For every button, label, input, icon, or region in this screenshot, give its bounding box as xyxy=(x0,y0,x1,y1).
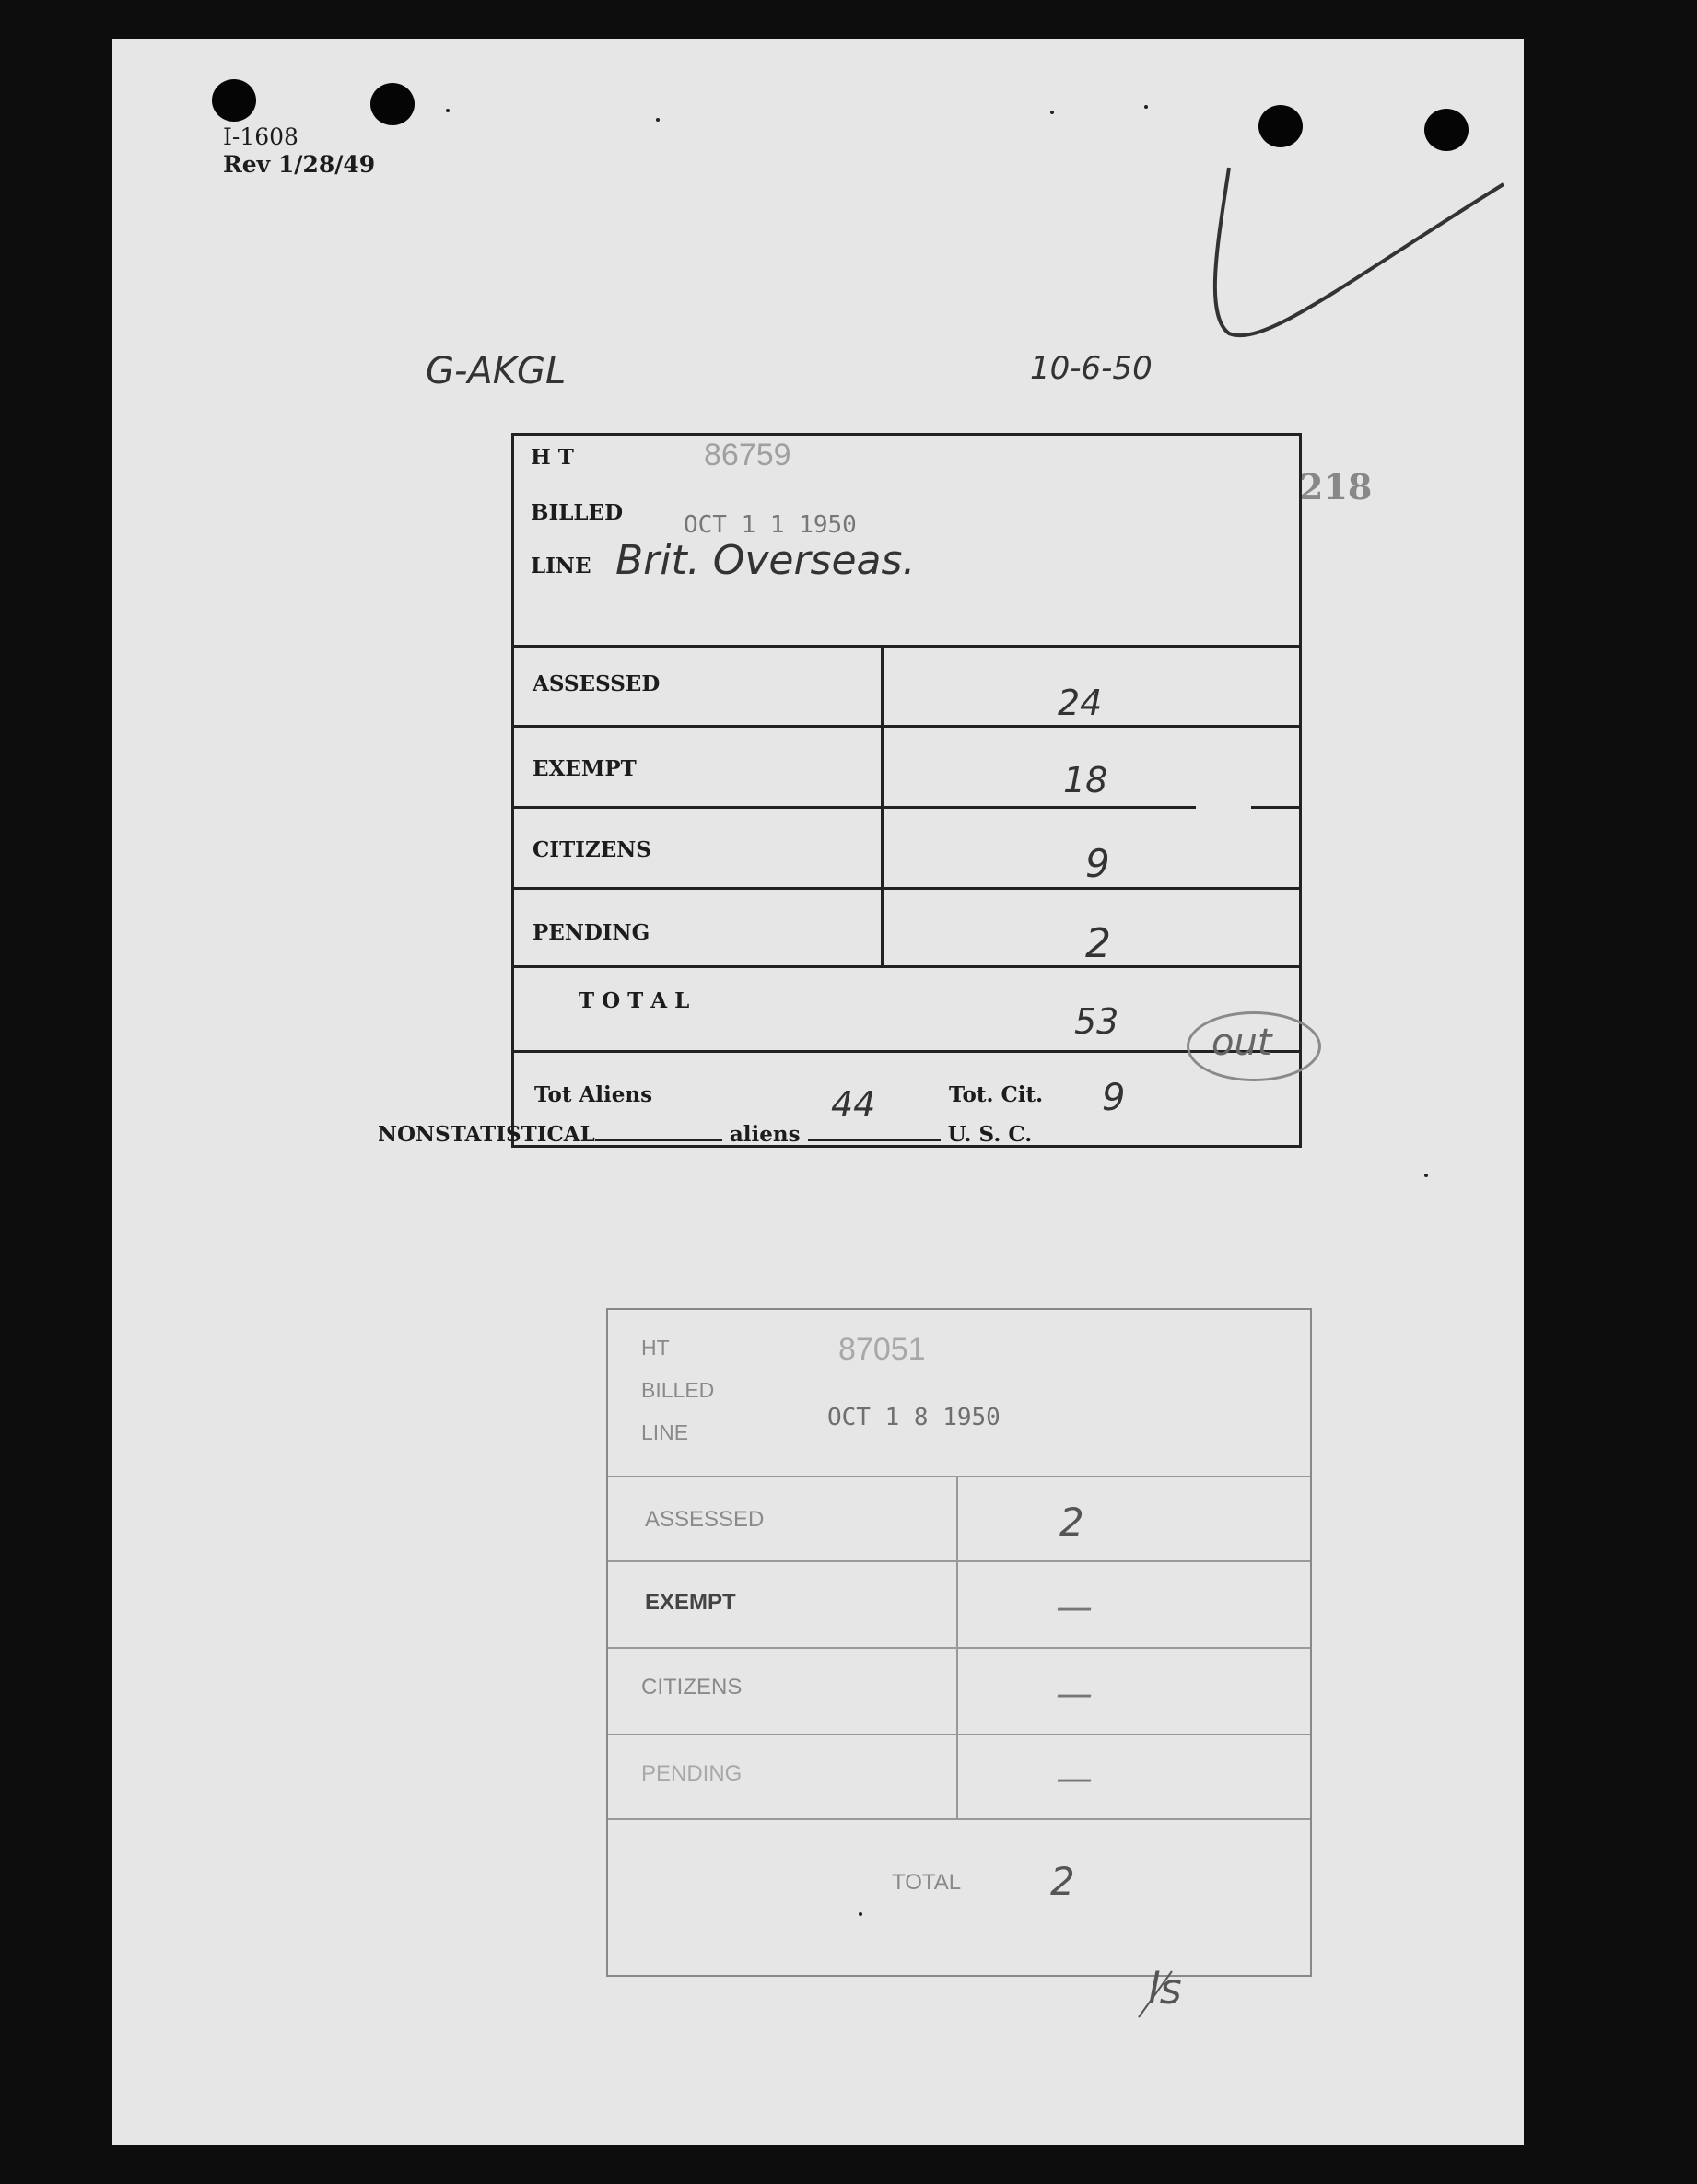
bottom-ht-number: 87051 xyxy=(838,1332,926,1367)
ht-number: 86759 xyxy=(704,438,791,473)
initials-stroke xyxy=(1135,1966,1190,2021)
tot-aliens-value: 44 xyxy=(831,1084,876,1125)
exempt-label: EXEMPT xyxy=(533,756,637,781)
bottom-total-label: TOTAL xyxy=(892,1870,962,1895)
pending-value: 2 xyxy=(1085,920,1111,967)
form-date: 10-6-50 xyxy=(1030,350,1153,387)
citizens-label: CITIZENS xyxy=(533,837,651,862)
bottom-billed-stamp: OCT 1 8 1950 xyxy=(827,1404,1001,1431)
exempt-value: 18 xyxy=(1063,760,1108,800)
form-revision: Rev 1/28/49 xyxy=(223,151,376,178)
punch-hole-1 xyxy=(212,79,256,122)
punch-hole-2 xyxy=(370,83,415,125)
check-mark xyxy=(1209,131,1513,380)
page-number: 218 xyxy=(1299,466,1373,508)
bottom-exempt-value: — xyxy=(1056,1586,1093,1629)
initials: ls xyxy=(1148,1964,1182,2014)
tot-cit-label: Tot. Cit. xyxy=(949,1082,1044,1107)
aliens-label: aliens xyxy=(729,1122,801,1147)
tot-aliens-label: Tot Aliens xyxy=(534,1082,653,1107)
bottom-pending-value: — xyxy=(1056,1758,1093,1800)
form-number: I-1608 xyxy=(223,123,298,150)
top-form xyxy=(511,433,1302,1148)
line-value: Brit. Overseas. xyxy=(615,537,916,584)
bottom-assessed-label: ASSESSED xyxy=(645,1507,765,1532)
line-label: LINE xyxy=(531,554,591,578)
usc-label: U. S. C. xyxy=(947,1122,1033,1147)
ht-label: H T xyxy=(531,445,574,470)
pending-label: PENDING xyxy=(533,920,650,945)
bottom-assessed-value: 2 xyxy=(1059,1500,1084,1545)
bottom-total-value: 2 xyxy=(1050,1859,1075,1904)
tot-cit-value: 9 xyxy=(1102,1077,1126,1119)
nonstatistical-line xyxy=(378,1122,1032,1147)
bottom-citizens-label: CITIZENS xyxy=(641,1675,743,1699)
bottom-pending-label: PENDING xyxy=(641,1761,743,1786)
bottom-billed-label: BILLED xyxy=(641,1378,715,1402)
assessed-value: 24 xyxy=(1058,683,1103,723)
bottom-citizens-value: — xyxy=(1056,1673,1093,1715)
document-page xyxy=(112,39,1524,2145)
total-label: T O T A L xyxy=(579,988,690,1013)
total-value: 53 xyxy=(1074,1001,1119,1042)
bottom-ht-label: HT xyxy=(641,1336,670,1360)
billed-label: BILLED xyxy=(531,500,624,525)
citizens-value: 9 xyxy=(1085,841,1110,886)
aircraft-mark: G-AKGL xyxy=(426,350,567,392)
bottom-line-label: LINE xyxy=(641,1420,689,1444)
assessed-label: ASSESSED xyxy=(533,672,661,696)
out-stamp: out xyxy=(1187,1011,1321,1081)
nonstatistical-label: NONSTATISTICAL xyxy=(378,1122,595,1147)
billed-stamp: OCT 1 1 1950 xyxy=(684,511,857,539)
bottom-exempt-label: EXEMPT xyxy=(645,1590,736,1615)
bottom-form xyxy=(606,1308,1312,1977)
